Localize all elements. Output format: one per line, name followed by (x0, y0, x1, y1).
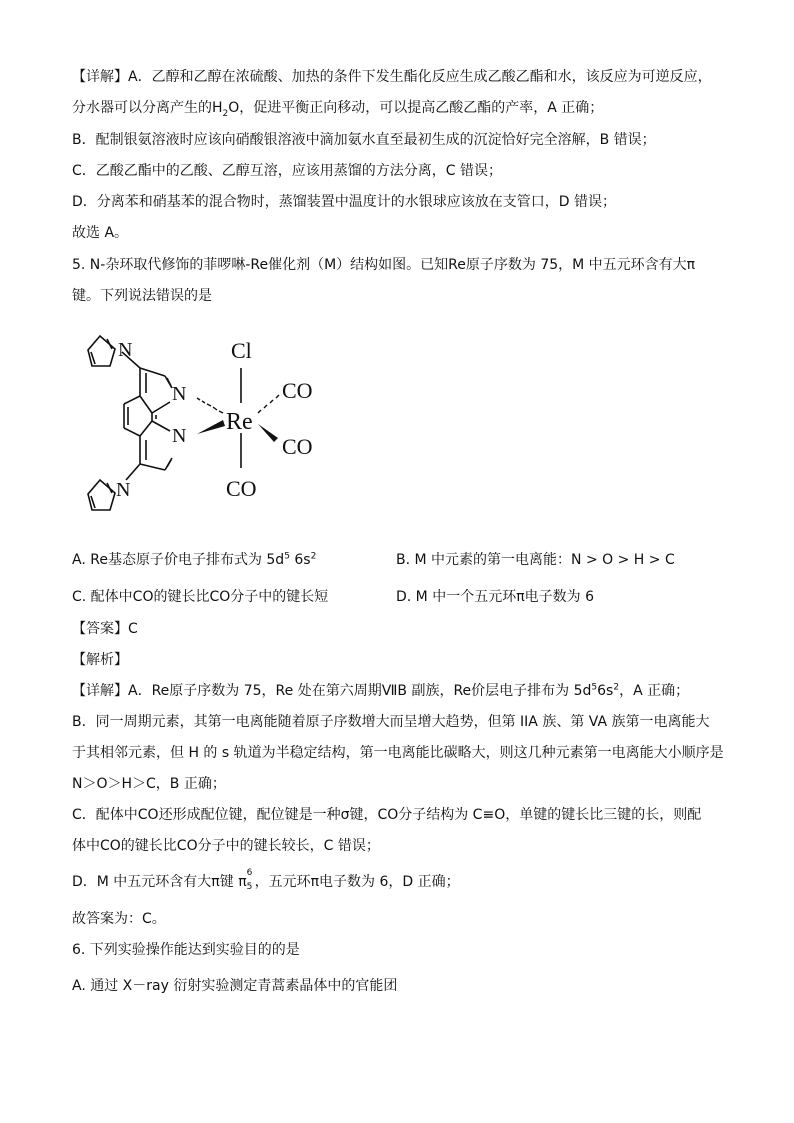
q5-detail-d (72, 868, 732, 893)
q5-detail-a (72, 680, 732, 702)
q5-detail-a-mid: 6s (597, 683, 614, 699)
q4-detail-a-line2 (72, 97, 732, 119)
q5-detail-d-end: ，五元环π电子数为 6，D 正确； (254, 874, 460, 890)
q5-detail-b-line1: B．同一周期元素，其第一电离能随着原子序数增大而呈增大趋势，但第 IIA 族、第 VA 族第一电离能大 (72, 714, 710, 730)
q4-conclusion: 故选 A。 (72, 225, 129, 241)
q5-stem-line1: 5. N-杂环取代修饰的菲啰啉-Re催化剂（M）结构如图。已知Re原子序数为 75，M 中五元环含有大π (72, 257, 696, 273)
q4-detail-b: B．配制银氨溶液时应该向硝酸银溶液中滴加氨水直至最初生成的沉淀恰好完全溶解，B 错误； (72, 132, 656, 148)
q5-detail-b-line3: N＞O＞H＞C，B 正确； (72, 776, 226, 792)
co-label-bottom: CO (226, 476, 257, 501)
q5-detail-d-text: D．M 中五元环含有大π键 π (72, 874, 247, 890)
q4-detail-d: D．分离苯和硝基苯的混合物时，蒸馏装置中温度计的水银球应该放在支管口，D 错误； (72, 194, 617, 210)
q5-answer: 【答案】C (72, 621, 138, 637)
q6-stem: 6. 下列实验操作能达到实验目的的是 (72, 942, 300, 958)
q5-option-a-sup2: 2 (310, 551, 317, 562)
q5-detail-d-script: 6 5 (246, 868, 253, 892)
n-label-upper-pyrrole: N (118, 339, 133, 361)
q5-detail-a-sup2: 2 (613, 682, 620, 693)
n-label-lower-pyrrole: N (116, 479, 131, 501)
co-label-upper-right: CO (282, 378, 313, 403)
q5-detail-a-end: ，A 正确； (619, 683, 690, 699)
q5-analysis-heading: 【解析】 (72, 652, 128, 668)
q4-detail-a-text: 分水器可以分离产生的H (72, 100, 223, 116)
q5-option-c: C. 配体中CO的键长比CO分子中的键长短 (72, 589, 329, 605)
q5-option-a-mid: 6s (289, 552, 311, 568)
q4-detail-a-text-end: O，促进平衡正向移动，可以提高乙酸乙酯的产率，A 正确； (228, 100, 604, 116)
q5-detail-b-line2: 于其相邻元素，但 H 的 s 轨道为半稳定结构，第一电离能比碳略大，则这几种元素第一电离能大小顺序是 (72, 745, 724, 761)
q5-option-d: D. M 中一个五元环π电子数为 6 (396, 589, 594, 605)
q5-option-a-text: A. Re基态原子价电子排布式为 5d (72, 552, 285, 568)
q4-detail-a-line1: 【详解】A．乙醇和乙醇在浓硫酸、加热的条件下发生酯化反应生成乙酸乙酯和水，该反应为可逆反应， (72, 69, 712, 85)
q4-detail-c: C．乙酸乙酯中的乙酸、乙醇互溶，应该用蒸馏的方法分离，C 错误； (72, 163, 502, 179)
q5-option-a (72, 549, 316, 571)
q5-conclusion: 故答案为：C。 (72, 911, 166, 927)
n-label-upper-pyridine: N (172, 383, 187, 405)
q5-detail-c-line1: C．配体中CO还形成配位键，配位键是一种σ键，CO分子结构为 C≡O，单键的键长比三键的长，则配 (72, 807, 702, 823)
q6-option-a: A. 通过 X－ray 衍射实验测定青蒿素晶体中的官能团 (72, 978, 398, 994)
q5-detail-a-text: 【详解】A．Re原子序数为 75，Re 处在第六周期ⅦB 副族，Re价层电子排布为 5d (72, 683, 592, 699)
q5-stem-line2: 键。下列说法错误的是 (72, 288, 212, 304)
cl-label: Cl (231, 338, 252, 363)
q5-option-a-sup1: 5 (284, 551, 290, 562)
q5-detail-c-line2: 体中CO的键长比CO分子中的键长较长，C 错误； (72, 838, 380, 854)
n-label-lower-pyridine: N (172, 425, 187, 447)
q5-detail-a-sup1: 5 (591, 682, 598, 693)
re-label: Re (226, 409, 253, 435)
q4-detail-a-subscript: 2 (222, 108, 229, 119)
co-label-lower-right: CO (282, 434, 313, 459)
q5-option-b: B. M 中元素的第一电离能：N > O > H > C (396, 552, 675, 568)
re-complex-structure-diagram (60, 318, 340, 528)
